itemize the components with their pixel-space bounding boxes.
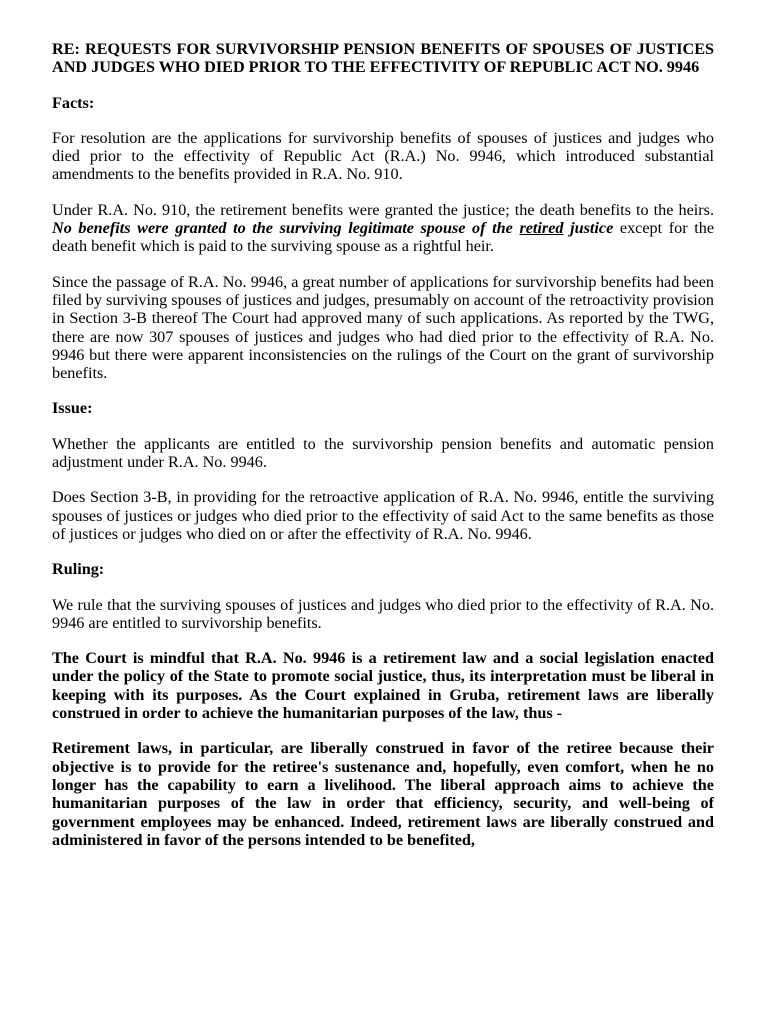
issue-paragraph-2: Does Section 3-B, in providing for the retroactive application of R.A. No. 9946, entitle the surviving spouses of justices or judges who died prior to the effectivity of said Act to the same benefits as those of justices or judges who died on or after the effectivity of R.A. No. 9946. bbox=[52, 488, 714, 543]
ruling-quote-paragraph: Retirement laws, in particular, are liberally construed in favor of the retiree because their objective is to provide for the retiree's sustenance and, hopefully, even comfort, when he no longer has the capability to earn a livelihood. The liberal approach aims to achieve the humanitarian purposes of the law in order that efficiency, security, and well-being of government employees may be enhanced. Indeed, retirement laws are liberally construed and administered in favor of the persons intended to be benefited, bbox=[52, 739, 714, 849]
document-page bbox=[52, 40, 714, 866]
document-title: RE: REQUESTS FOR SURVIVORSHIP PENSION BENEFITS OF SPOUSES OF JUSTICES AND JUDGES WHO DIED PRIOR TO THE EFFECTIVITY OF REPUBLIC ACT NO. 9946 bbox=[52, 40, 714, 77]
ruling-heading: Ruling: bbox=[52, 560, 105, 579]
facts-p2-start: Under R.A. No. 910, the retirement benefits were granted the justice; the death benefits to the heirs. bbox=[52, 200, 714, 219]
facts-paragraph-1: For resolution are the applications for survivorship benefits of spouses of justices and judges who died prior to the effectivity of Republic Act (R.A.) No. 9946, which introduced substantial amendments to the benefits provided in R.A. No. 910. bbox=[52, 128, 714, 184]
issue-paragraph-1: Whether the applicants are entitled to the survivorship pension benefits and automatic pension adjustment under R.A. No. 9946. bbox=[52, 434, 714, 472]
facts-p2-end: except for the death benefit which is paid to the surviving spouse as a rightful heir. bbox=[52, 219, 715, 256]
facts-p2-underlined: retired bbox=[519, 219, 564, 238]
ruling-paragraph-1: We rule that the surviving spouses of justices and judges who died prior to the effectivity of R.A. No. 9946 are entitled to survivorship benefits. bbox=[52, 595, 714, 632]
facts-p2-emphasis-b: justice bbox=[563, 219, 614, 238]
facts-paragraph-2 bbox=[52, 201, 714, 256]
ruling-paragraph-2: The Court is mindful that R.A. No. 9946 is a retirement law and a social legislation enacted under the policy of the State to promote social justice, thus, its interpretation must be liberal in keeping with its purposes. As the Court explained in Gruba, retirement laws are liberally construed in order to achieve the humanitarian purposes of the law, thus - bbox=[52, 649, 714, 723]
facts-heading: Facts: bbox=[52, 93, 95, 112]
facts-paragraph-3: Since the passage of R.A. No. 9946, a great number of applications for survivorship benefits had been filed by surviving spouses of justices and judges, presumably on account of the retroactivity provision in Section 3-B thereof The Court had approved many of such applications. As reported by the TWG, there are now 307 spouses of justices and judges who had died prior to the effectivity of R.A. No. 9946 but there were apparent inconsistencies on the rulings of the Court on the grant of survivorship benefits. bbox=[52, 272, 714, 383]
issue-heading: Issue: bbox=[52, 399, 93, 418]
facts-p2-emphasis-a: No benefits were granted to the surviving legitimate spouse of the bbox=[52, 219, 520, 238]
